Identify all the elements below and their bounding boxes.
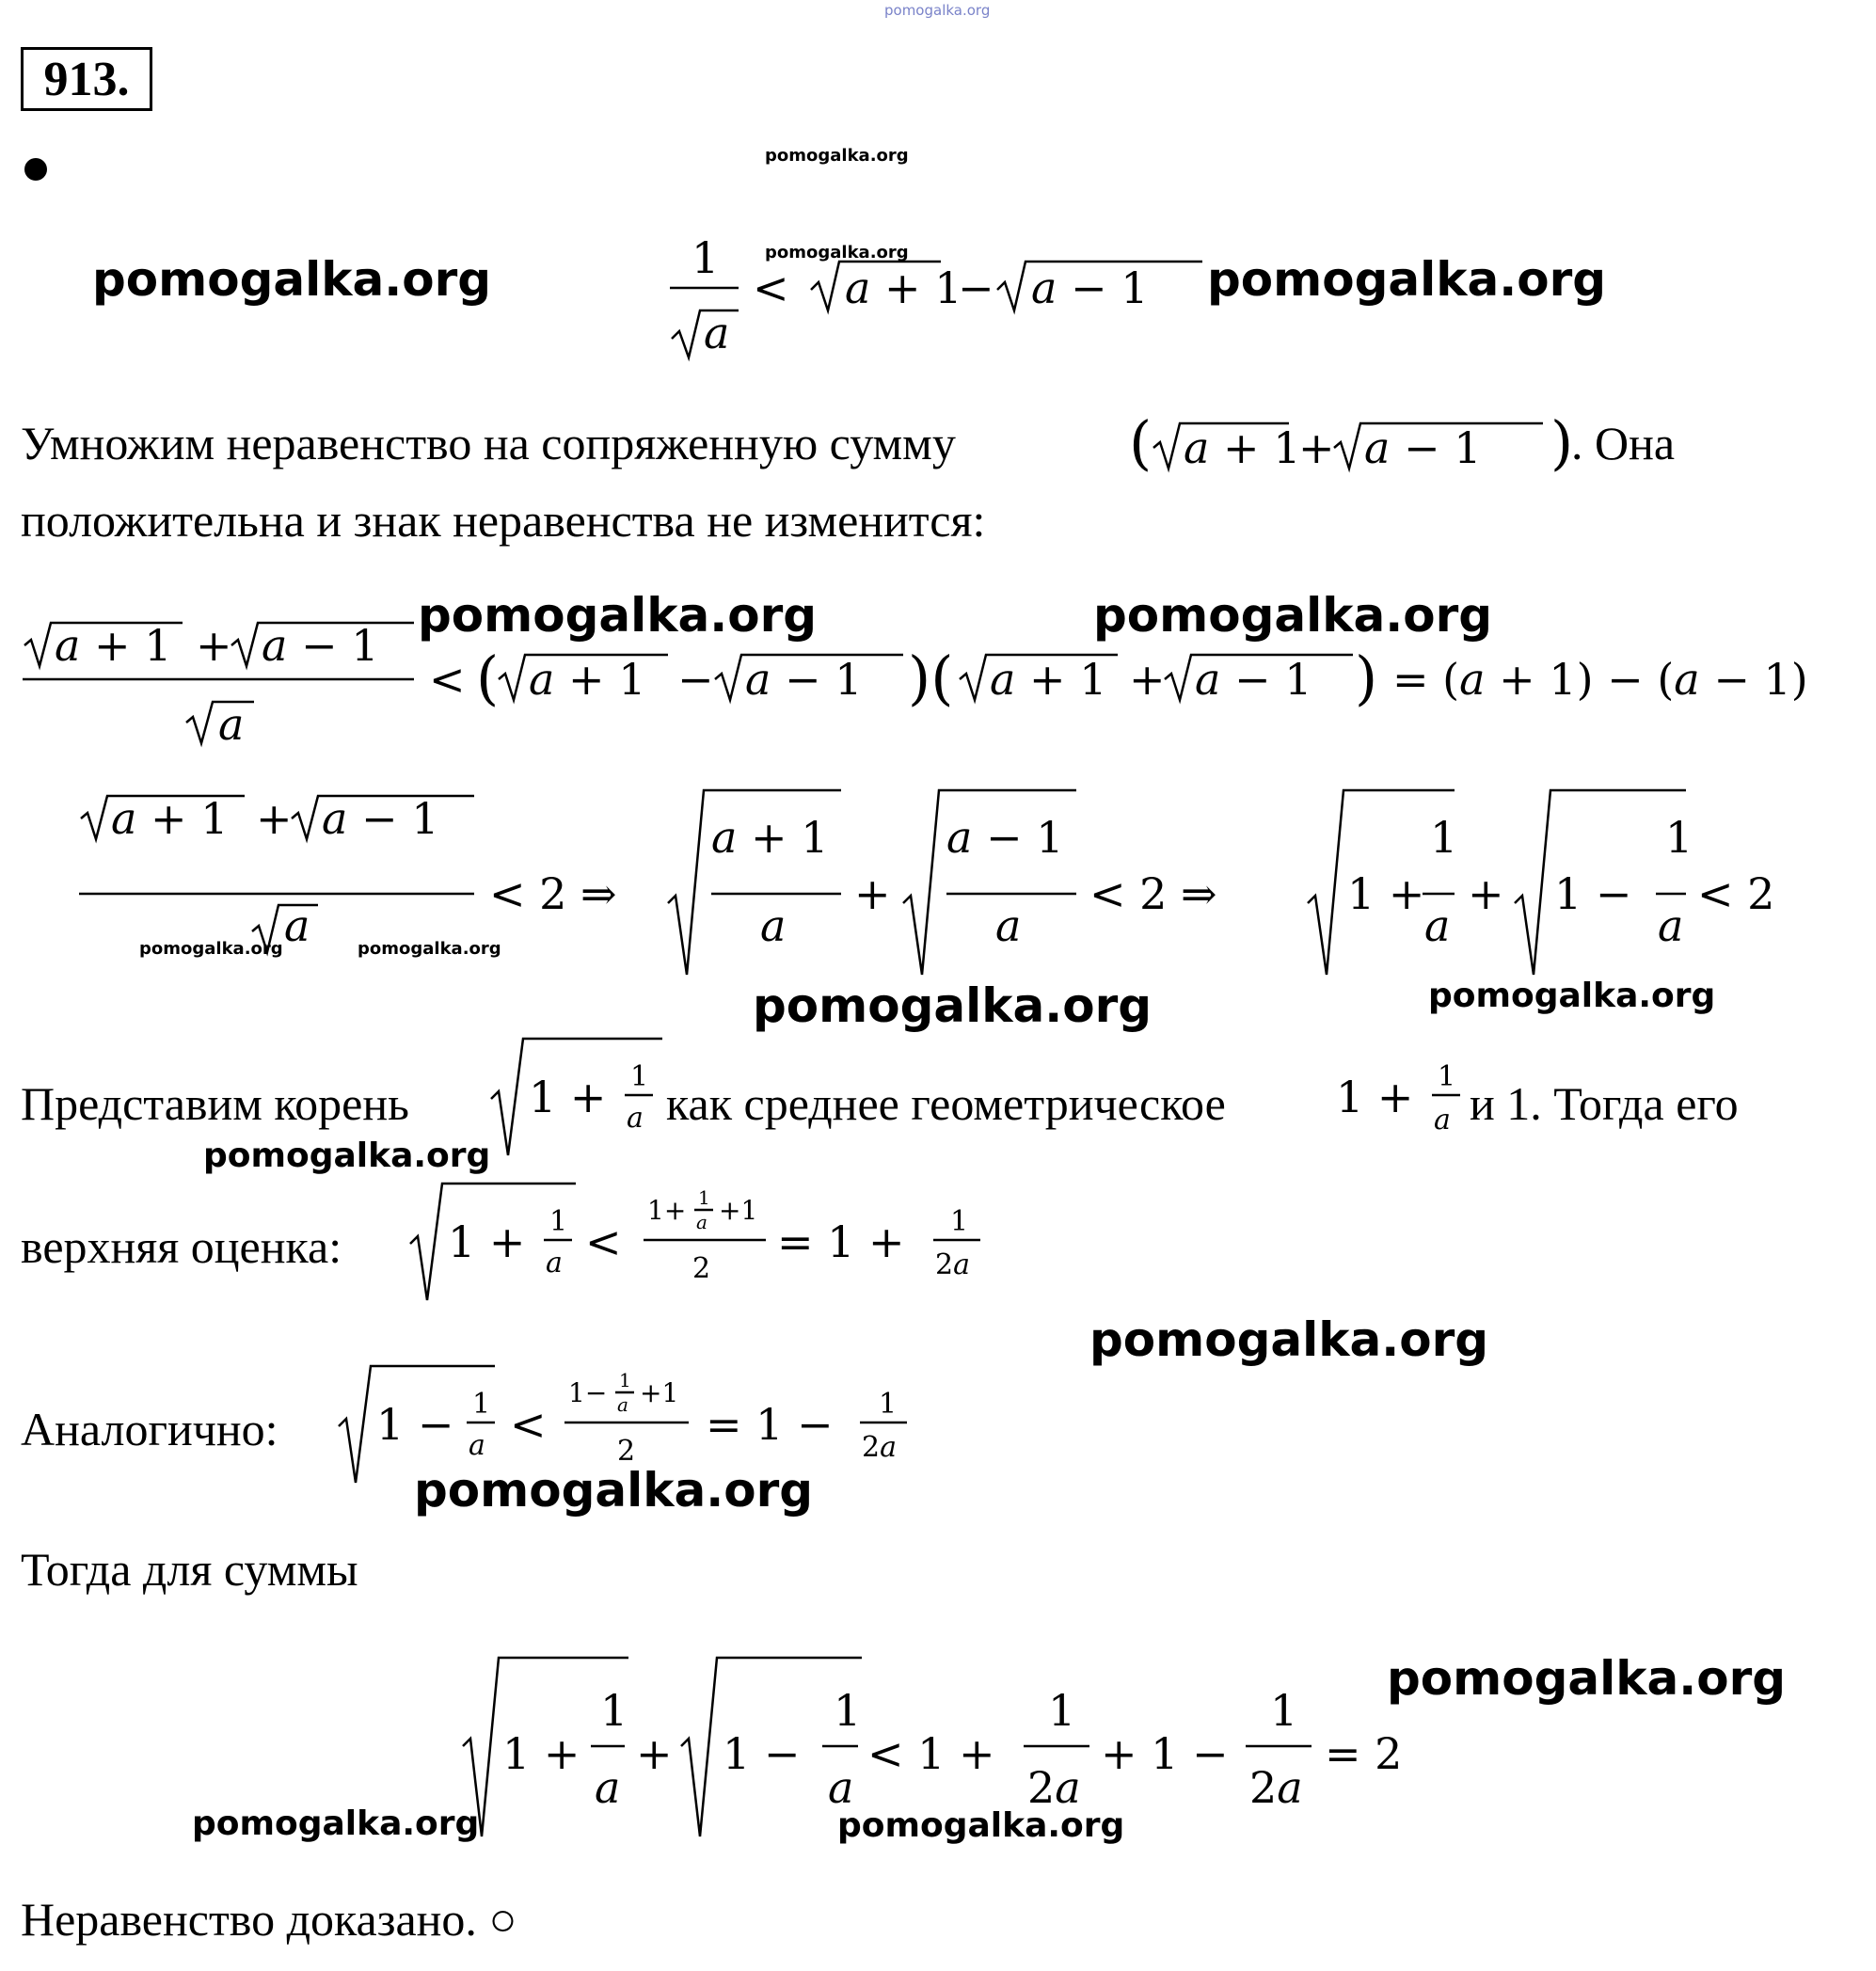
svg-text:+: +	[1129, 654, 1166, 705]
svg-text:2a: 2a	[1027, 1762, 1081, 1813]
svg-text:<: <	[753, 262, 789, 313]
svg-text:+: +	[256, 793, 293, 844]
svg-text:< 2 ⇒: < 2 ⇒	[489, 868, 617, 919]
text-then-sum: Тогда для суммы	[21, 1543, 358, 1596]
svg-text:a + 1: a + 1	[1184, 422, 1301, 473]
svg-text:1: 1	[549, 1205, 568, 1238]
watermark: pomogalka.org	[1207, 252, 1607, 307]
svg-text:+ 1 −: + 1 −	[1101, 1728, 1229, 1779]
watermark: pomogalka.org	[753, 978, 1153, 1033]
watermark: pomogalka.org	[418, 588, 818, 643]
equation-conjugate-sum	[1129, 405, 1581, 489]
svg-text:−: −	[958, 262, 994, 313]
text-upper-estimate: верхняя оценка:	[21, 1220, 342, 1273]
svg-text:(: (	[476, 644, 500, 712]
svg-text:1: 1	[1438, 1060, 1456, 1093]
text-proved: Неравенство доказано. ○	[21, 1893, 517, 1946]
svg-text:a + 1: a + 1	[55, 620, 172, 671]
text-multiply-2: положительна и знак неравенства не изменится:	[21, 494, 986, 547]
svg-text:< 1 +: < 1 +	[867, 1728, 995, 1779]
svg-text:a: a	[760, 900, 787, 951]
svg-text:1 +: 1 +	[448, 1216, 526, 1267]
svg-text:1: 1	[472, 1388, 491, 1421]
svg-text:)(: )(	[908, 644, 954, 712]
watermark: pomogalka.org	[765, 146, 909, 166]
svg-text:a − 1: a − 1	[262, 620, 379, 671]
text-represent-3: и 1. Тогда его	[1470, 1077, 1739, 1130]
svg-text:a: a	[1658, 900, 1684, 951]
svg-text:1: 1	[698, 1186, 710, 1209]
svg-text:(: (	[1129, 408, 1153, 477]
svg-text:a − 1: a − 1	[322, 793, 439, 844]
svg-text:2a: 2a	[935, 1248, 970, 1281]
svg-text:+1: +1	[719, 1195, 758, 1226]
svg-text:1: 1	[692, 232, 720, 283]
svg-text:+: +	[1468, 868, 1504, 919]
watermark: pomogalka.org	[765, 243, 909, 262]
svg-text:a: a	[696, 1211, 707, 1233]
svg-text:a − 1: a − 1	[1364, 422, 1482, 473]
svg-text:a: a	[284, 900, 310, 951]
svg-text:1 +: 1 +	[529, 1072, 607, 1122]
svg-text:+: +	[196, 620, 232, 671]
svg-text:a − 1: a − 1	[745, 654, 863, 705]
svg-text:+: +	[1298, 422, 1335, 473]
text-similarly: Аналогично:	[21, 1403, 278, 1455]
svg-text:a: a	[469, 1429, 485, 1462]
watermark: pomogalka.org	[192, 1804, 480, 1843]
svg-text:= 2: = 2	[1325, 1728, 1403, 1779]
text-represent-1: Представим корень	[21, 1077, 409, 1130]
svg-text:1: 1	[950, 1205, 969, 1238]
equation-initial	[659, 226, 1223, 376]
svg-text:1−: 1−	[568, 1377, 608, 1408]
svg-text:1: 1	[879, 1388, 898, 1421]
svg-text:1: 1	[1665, 812, 1693, 863]
svg-text:a − 1: a − 1	[946, 812, 1064, 863]
svg-text:2a: 2a	[1249, 1762, 1303, 1813]
svg-text:1+: 1+	[647, 1195, 687, 1226]
watermark: pomogalka.org	[1093, 588, 1493, 643]
svg-text:+: +	[854, 868, 891, 919]
svg-text:1: 1	[630, 1060, 649, 1093]
svg-text:2a: 2a	[862, 1431, 897, 1464]
svg-text:+: +	[636, 1728, 673, 1779]
svg-text:a + 1: a + 1	[990, 654, 1107, 705]
svg-text:a: a	[218, 699, 245, 750]
svg-text:< 2: < 2	[1697, 868, 1775, 919]
expr-one-plus-inv-a	[1336, 1054, 1468, 1157]
svg-text:1: 1	[1430, 812, 1458, 863]
bullet-icon	[24, 158, 47, 181]
svg-text:a + 1: a + 1	[711, 812, 829, 863]
svg-text:a: a	[617, 1393, 628, 1416]
svg-text:a: a	[828, 1762, 854, 1813]
equation-chain	[75, 790, 1844, 978]
watermark: pomogalka.org	[358, 939, 501, 959]
watermark: pomogalka.org	[1089, 1312, 1489, 1367]
svg-text:= (a + 1) − (a − 1): = (a + 1) − (a − 1)	[1392, 654, 1808, 705]
svg-text:−: −	[677, 654, 714, 705]
svg-text:+1: +1	[640, 1377, 679, 1408]
svg-text:1: 1	[1270, 1685, 1298, 1736]
svg-text:a: a	[704, 308, 730, 358]
text-multiply-1-end: . Она	[1571, 417, 1676, 469]
svg-text:<: <	[429, 654, 466, 705]
svg-text:a − 1: a − 1	[1031, 262, 1149, 313]
watermark: pomogalka.org	[92, 252, 492, 307]
svg-text:a: a	[627, 1102, 644, 1135]
text-represent-2: как среднее геометрическое	[666, 1077, 1226, 1130]
svg-text:1 −: 1 −	[723, 1728, 801, 1779]
svg-text:1 −: 1 −	[1554, 868, 1632, 919]
svg-text:a: a	[1434, 1104, 1451, 1137]
svg-text:2: 2	[617, 1435, 636, 1468]
svg-text:a: a	[1424, 900, 1451, 951]
svg-text:a: a	[546, 1247, 563, 1280]
svg-text:1: 1	[619, 1369, 631, 1391]
text-multiply-1: Умножим неравенство на сопряженную сумму	[21, 417, 956, 469]
svg-text:= 1 −: = 1 −	[706, 1399, 834, 1450]
problem-number: 913.	[21, 47, 152, 111]
svg-text:1: 1	[600, 1685, 628, 1736]
svg-text:<: <	[585, 1216, 622, 1267]
svg-text:1 +: 1 +	[1336, 1072, 1414, 1122]
watermark: pomogalka.org	[203, 1137, 491, 1175]
header-watermark: pomogalka.org	[884, 2, 991, 19]
equation-multiplied	[19, 612, 1863, 753]
svg-text:): )	[1355, 644, 1378, 712]
svg-text:2: 2	[692, 1252, 711, 1285]
svg-text:<: <	[510, 1399, 547, 1450]
svg-text:a + 1: a + 1	[845, 262, 962, 313]
watermark: pomogalka.org	[139, 939, 283, 959]
watermark: pomogalka.org	[837, 1806, 1125, 1845]
svg-text:1: 1	[1048, 1685, 1076, 1736]
svg-text:1 +: 1 +	[502, 1728, 580, 1779]
watermark: pomogalka.org	[1428, 977, 1716, 1015]
watermark: pomogalka.org	[1387, 1651, 1787, 1706]
svg-text:1 −: 1 −	[376, 1399, 454, 1450]
svg-text:a + 1: a + 1	[111, 793, 229, 844]
svg-text:= 1 +: = 1 +	[777, 1216, 905, 1267]
watermark: pomogalka.org	[414, 1463, 814, 1518]
svg-text:a: a	[995, 900, 1022, 951]
svg-text:a: a	[595, 1762, 621, 1813]
equation-upper-estimate	[406, 1176, 1009, 1317]
svg-text:a − 1: a − 1	[1195, 654, 1312, 705]
svg-text:1 +: 1 +	[1347, 868, 1425, 919]
root-one-plus-inv-a	[487, 1033, 676, 1165]
svg-text:): )	[1550, 408, 1574, 477]
svg-text:< 2 ⇒: < 2 ⇒	[1089, 868, 1217, 919]
svg-text:a + 1: a + 1	[529, 654, 646, 705]
svg-text:1: 1	[834, 1685, 862, 1736]
